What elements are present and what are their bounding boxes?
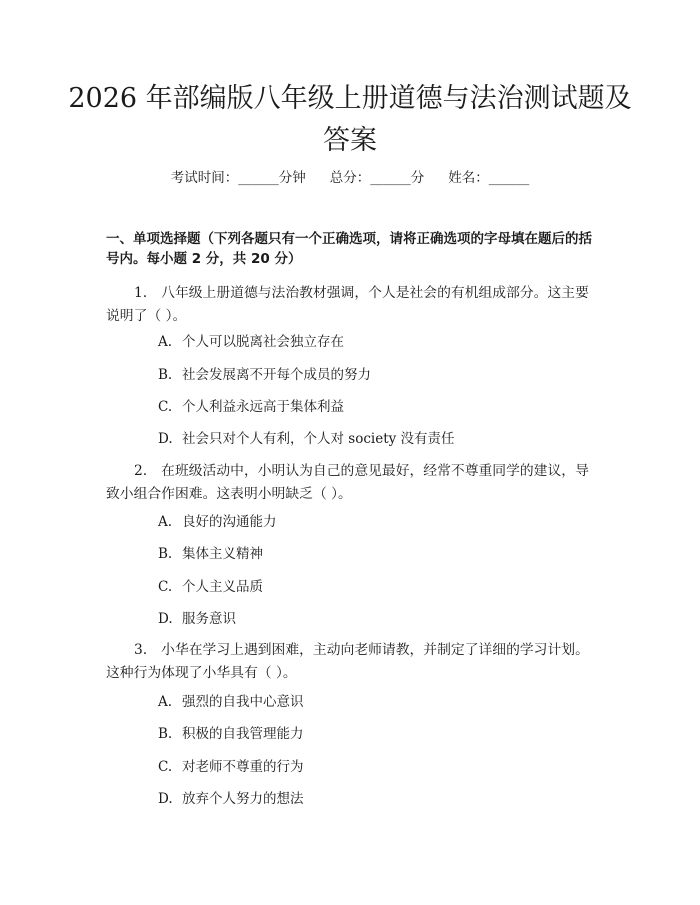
total-score-field: 总分：______分 (329, 170, 425, 186)
q2-option-d (158, 609, 236, 629)
q1-option-c (158, 397, 344, 417)
question-text: 小华在学习上遇到困难，主动向老师请教，并制定了详细的学习计划。这种行为体现了小华具有（ ）。 (106, 642, 589, 681)
q3-option-b (158, 724, 304, 744)
question-text: 在班级活动中，小明认为自己的意见最好，经常不尊重同学的建议，导致小组合作困难。这表明小明缺乏（ ）。 (106, 463, 589, 502)
option-text: 个人可以脱离社会独立存在 (182, 334, 344, 350)
option-text: 服务意识 (182, 611, 236, 627)
option-letter: B. (158, 546, 173, 562)
option-letter: B. (158, 726, 173, 742)
question-number: 3. (134, 642, 148, 658)
option-letter: D. (158, 791, 173, 807)
question-number: 1. (134, 285, 148, 301)
question-text: 八年级上册道德与法治教材强调，个人是社会的有机组成部分。这主要说明了（ ）。 (106, 285, 589, 324)
option-letter: A. (158, 514, 173, 530)
option-text: 积极的自我管理能力 (182, 726, 304, 742)
option-text: 对老师不尊重的行为 (182, 759, 304, 775)
exam-info-line (0, 168, 700, 188)
option-text: 社会发展离不开每个成员的努力 (182, 367, 371, 383)
q2-option-a (158, 512, 277, 532)
question-3 (106, 639, 600, 685)
q1-option-d (158, 429, 455, 449)
option-letter: C. (158, 579, 173, 595)
option-text: 良好的沟通能力 (182, 514, 277, 530)
option-letter: C. (158, 759, 173, 775)
option-text: 个人主义品质 (182, 579, 263, 595)
q1-option-b (158, 365, 371, 385)
q3-option-a (158, 692, 304, 712)
question-1 (106, 282, 600, 328)
q3-option-c (158, 757, 304, 777)
exam-time-field: 考试时间：______分钟 (170, 170, 306, 186)
q2-option-b (158, 544, 263, 564)
option-text: 放弃个人努力的想法 (182, 791, 304, 807)
option-letter: C. (158, 399, 173, 415)
option-letter: A. (158, 694, 173, 710)
question-number: 2. (134, 463, 148, 479)
option-text: 集体主义精神 (182, 546, 263, 562)
option-text: 社会只对个人有利，个人对 society 没有责任 (182, 431, 455, 447)
question-2 (106, 460, 600, 506)
option-text: 强烈的自我中心意识 (182, 694, 304, 710)
option-letter: A. (158, 334, 173, 350)
student-name-field: 姓名：______ (448, 170, 530, 186)
q2-option-c (158, 577, 263, 597)
section-heading: 一、单项选择题（下列各题只有一个正确选项，请将正确选项的字母填在题后的括号内。每小题 2 分，共 20 分） (106, 231, 592, 267)
option-letter: B. (158, 367, 173, 383)
option-text: 个人利益永远高于集体利益 (182, 399, 344, 415)
q3-option-d (158, 789, 304, 809)
page-title: 2026 年部编版八年级上册道德与法治测试题及答案 (68, 83, 632, 156)
option-letter: D. (158, 611, 173, 627)
option-letter: D. (158, 431, 173, 447)
q1-option-a (158, 332, 344, 352)
